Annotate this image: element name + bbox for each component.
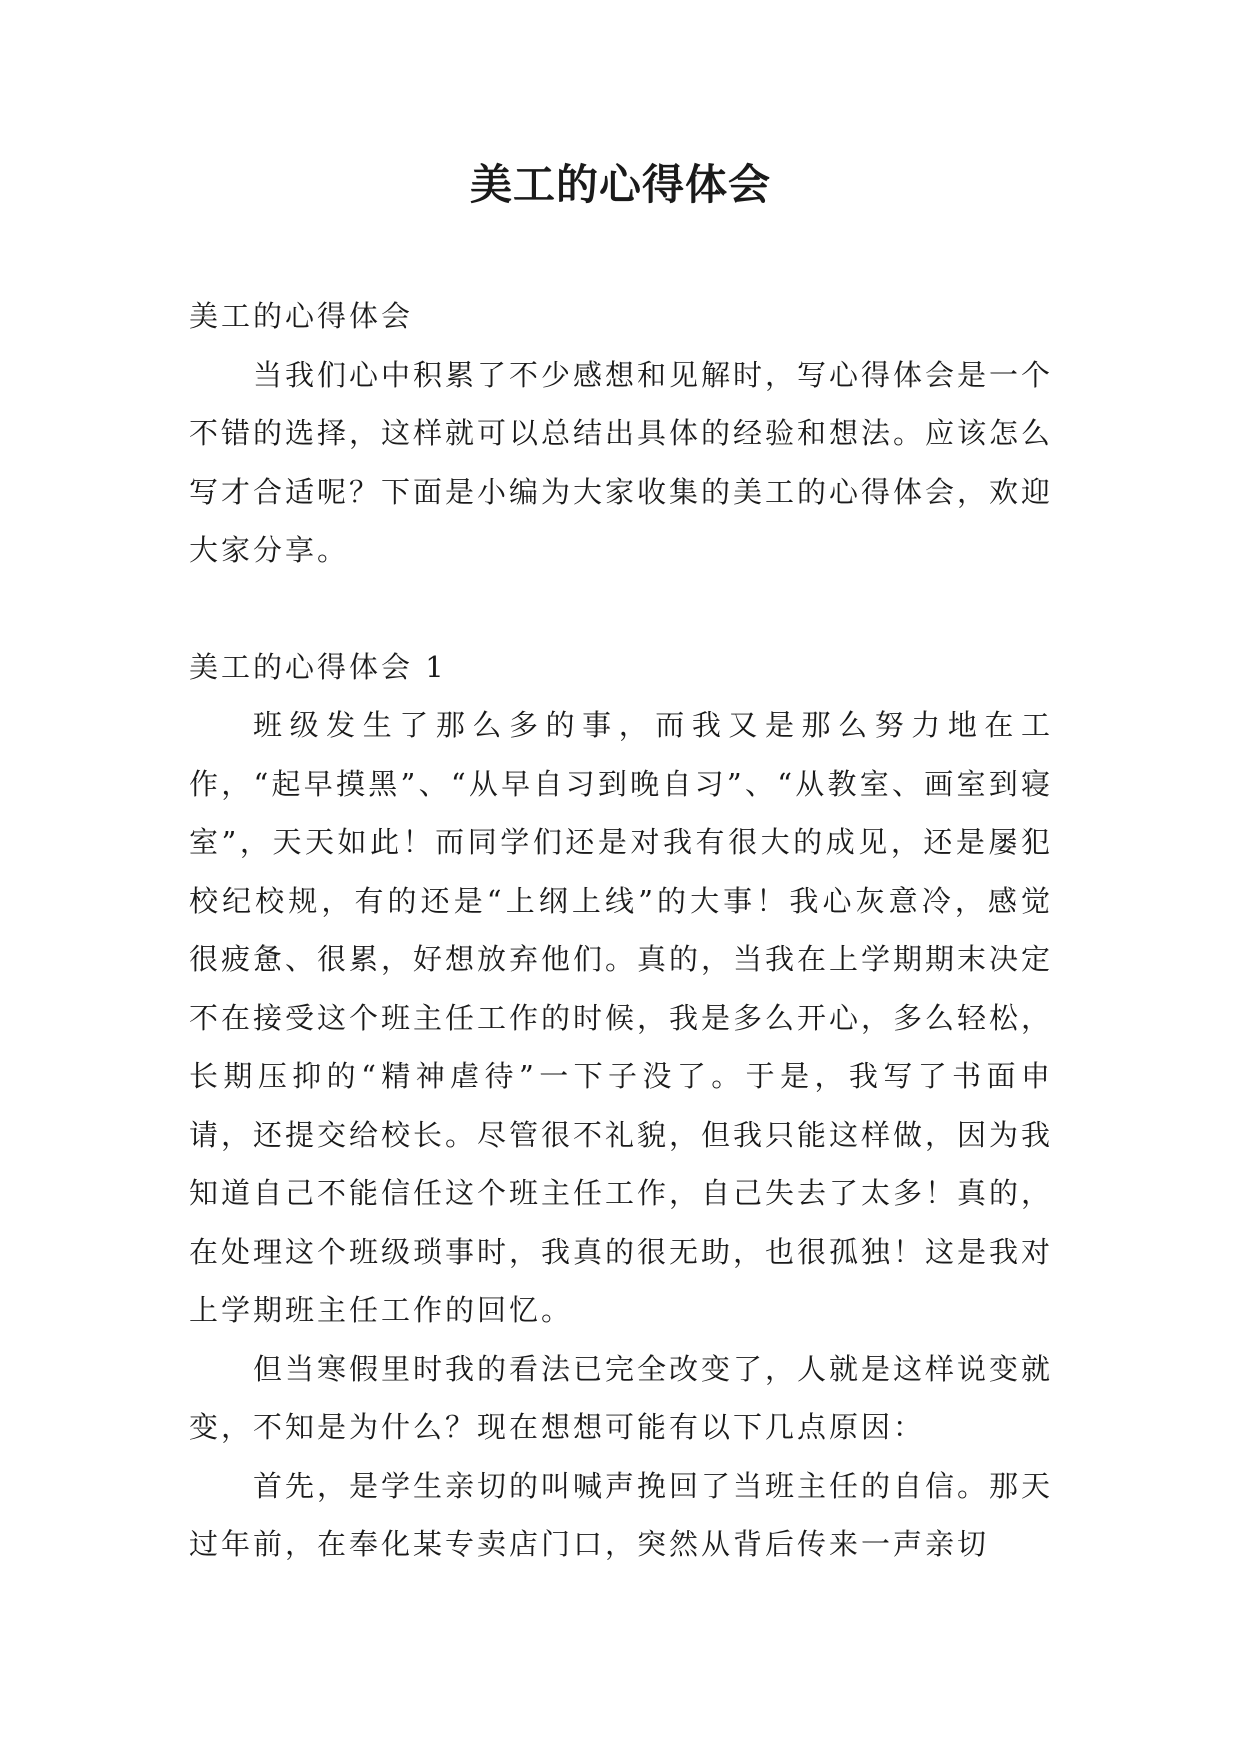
intro-paragraph: 当我们心中积累了不少感想和见解时，写心得体会是一个不错的选择，这样就可以总结出具体的经验和想法。应该怎么写才合适呢？下面是小编为大家收集的美工的心得体会，欢迎大家分享。 (189, 357, 1054, 567)
section-heading: 美工的心得体会 1 (189, 649, 447, 684)
section-paragraph: 首先，是学生亲切的叫喊声挽回了当班主任的自信。那天过年前，在奉化某专卖店门口，突然从背后传来一声亲切 (189, 1468, 1054, 1561)
document-title: 美工的心得体会 (469, 160, 771, 209)
intro-heading: 美工的心得体会 (189, 299, 414, 333)
section-paragraph: 但当寒假里时我的看法已完全改变了，人就是这样说变就变，不知是为什么？现在想想可能有以下几点原因： (189, 1351, 1054, 1444)
document-body (189, 287, 1053, 1574)
section-paragraph: 班级发生了那么多的事，而我又是那么努力地在工作，“起早摸黑”、“从早自习到晚自习”、“从教室、画室到寝室”，天天如此！而同学们还是对我有很大的成见，还是屡犯校纪校规，有的还是“上纲上线”的大事！我心灰意冷，感觉很疲惫、很累，好想放弃他们。真的，当我在上学期期末决定不在接受这个班主任工作的时候，我是多么开心，多么轻松，长期压抑的“精神虐待”一下子没了。于是，我写了书面申请，还提交给校长。尽管很不礼貌，但我只能这样做，因为我知道自己不能信任这个班主任工作，自己失去了太多！真的，在处理这个班级琐事时，我真的很无助，也很孤独！这是我对上学期班主任工作的回忆。 (189, 708, 1054, 1327)
paragraph-spacer (189, 580, 1053, 638)
